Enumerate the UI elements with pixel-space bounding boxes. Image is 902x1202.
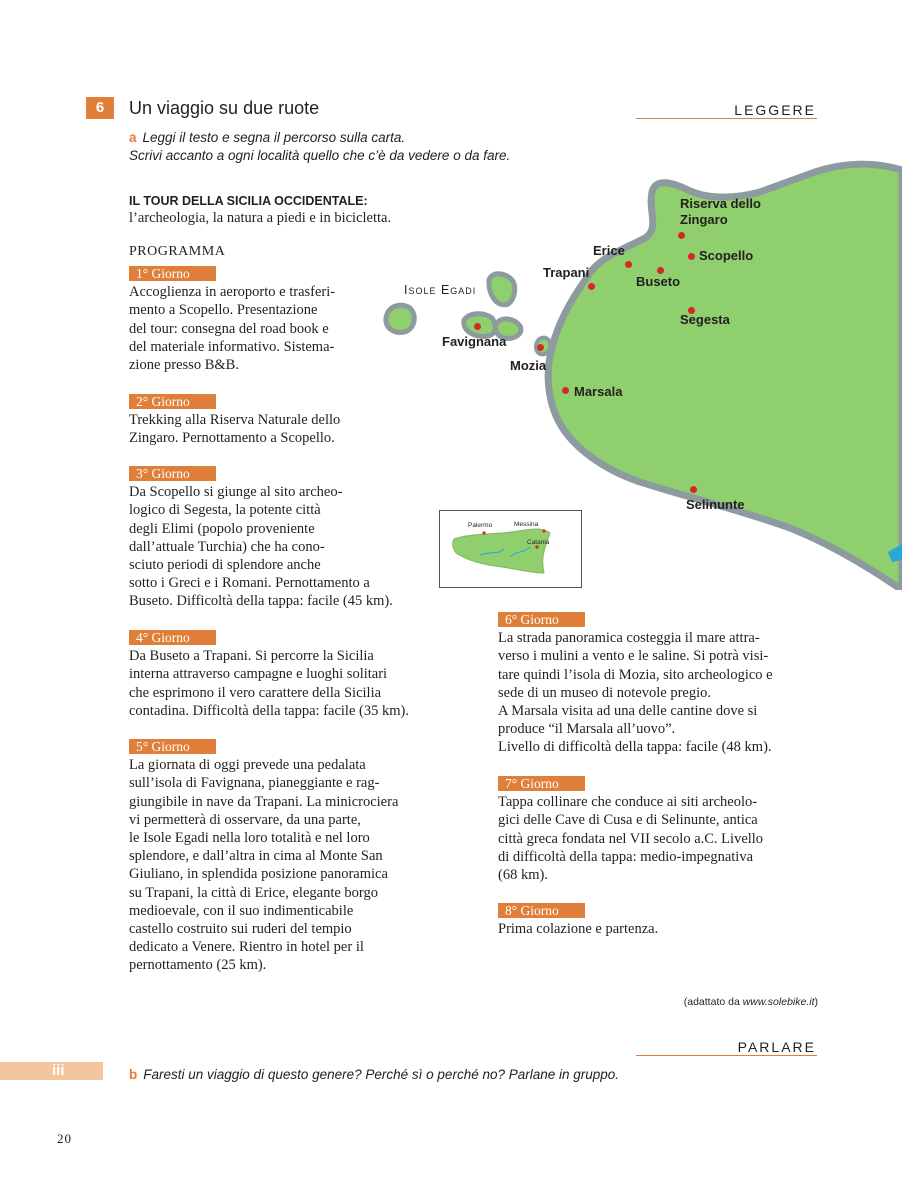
section-label-parlare: PARLARE [737,1039,816,1055]
day-line: logico di Segesta, la potente città [129,502,321,519]
day-line: Accoglienza in aeroporto e trasferi- [129,284,336,301]
day-line: Zingaro. Pernottamento a Scopello. [129,430,335,447]
day-block-3 [129,465,393,611]
day-line: La strada panoramica costeggia il mare attra- [498,630,760,647]
day-block-1 [129,265,335,374]
map-label-riserva: Riserva dello [680,196,761,211]
map-label-erice: Erice [593,243,625,258]
inset-label-catania: Catania [527,539,550,546]
tour-title: IL TOUR DELLA SICILIA OCCIDENTALE: [129,194,368,208]
day-line: su Trapani, la città di Erice, elegante borgo [129,884,378,901]
day-line: del tour: consegna del road book e [129,320,329,337]
map-label-isole-egadi: Isole Egadi [404,283,477,297]
day-block-2 [129,393,340,448]
map-label-buseto: Buseto [636,274,681,289]
day-line: che esprimono il vero carattere della Sicilia [129,684,382,701]
exercise-number: 6 [86,97,114,119]
instruction-letter: b [129,1067,138,1082]
day-line: interna attraverso campagne e luoghi solitari [129,666,388,683]
day-label: 3° Giorno [129,466,216,481]
day-line: sotto i Greci e i Romani. Pernottamento a [129,575,370,592]
day-line: zione presso B&B. [129,357,239,374]
sicily-land [548,164,902,590]
day-line: Buseto. Difficoltà della tappa: facile (45 km). [129,593,393,610]
map-label-favignana: Favignana [442,334,507,349]
map-label-selinunte: Selinunte [686,497,745,512]
credit-prefix: (adattato da [683,996,743,1008]
day-line: sede di un museo di notevole pregio. [498,684,712,701]
day-line: Da Scopello si giunge al sito archeo- [129,484,343,501]
day-line: verso i mulini a vento e le saline. Si potrà visi- [498,648,769,665]
inset-label-palermo: Palermo [468,522,493,529]
exercise-title: Un viaggio su due ruote [129,98,320,118]
map-dot-riserva [678,232,685,239]
day-block-7 [498,775,763,884]
day-line: Da Buseto a Trapani. Si percorre la Sicilia [129,648,374,665]
tour-subtitle: l’archeologia, la natura a piedi e in bicicletta. [129,210,392,226]
map-dot-mozia [537,344,544,351]
map-label-zingaro: Zingaro [680,212,728,227]
day-line: del materiale informativo. Sistema- [129,338,335,355]
map-label-segesta: Segesta [680,312,730,327]
day-label: 2° Giorno [129,394,216,409]
day-label: 4° Giorno [129,630,216,645]
day-label: 1° Giorno [129,266,216,281]
map-dot-trapani [588,283,595,290]
instruction-b [129,1066,619,1084]
day-block-8 [498,902,658,938]
island-levanzo [489,274,515,305]
day-block-6 [498,611,773,757]
day-line: vi permetterà di osservare, da una parte, [129,811,361,828]
map-dot-selinunte [690,486,697,493]
day-line: di difficoltà della tappa: medio-impegnativa [498,848,754,865]
map-label-trapani: Trapani [543,265,590,280]
day-line: medioevale, con il suo indimenticabile [129,902,354,919]
map-dot-buseto [657,267,664,274]
day-line: splendore, e dall’altra in cima al Monte San [129,848,383,865]
instruction-line: Leggi il testo e segna il percorso sulla carta. [142,130,406,145]
section-divider [636,118,817,119]
day-block-4 [129,629,409,720]
day-line: produce “il Marsala all’uovo”. [498,721,676,738]
island-marettimo [386,305,414,332]
day-label: 8° Giorno [498,903,585,918]
day-line: (68 km). [498,867,548,884]
day-label: 5° Giorno [129,739,216,754]
source-credit [684,996,818,1008]
day-line: Trekking alla Riserva Naturale dello [129,412,341,429]
day-block-5 [129,738,398,975]
day-line: Livello di difficoltà della tappa: facile (48 km). [498,739,772,756]
page-number: 20 [57,1131,72,1146]
instruction-text: Faresti un viaggio di questo genere? Perché sì o perché no? Parlane in gruppo. [143,1067,620,1082]
programma-heading: PROGRAMMA [129,244,226,259]
day-line: le Isole Egadi nella loro totalità e nel loro [129,830,370,847]
instruction-line: Scrivi accanto a ogni località quello che c’è da vedere o da fare. [129,148,511,163]
day-line: dall’attuale Turchia) che ha cono- [129,538,325,555]
instruction-letter: a [129,130,137,145]
day-line: giungibile in nave da Trapani. La minicrociera [129,793,399,810]
section-label-leggere: LEGGERE [734,102,816,118]
day-line: gici delle Cave di Cusa e di Selinunte, antica [498,812,758,829]
section-divider [636,1055,817,1056]
credit-source: www.solebike.it [742,996,815,1008]
day-line: dedicato a Venere. Rientro in hotel per il [129,939,364,956]
inset-sicily [440,511,581,587]
day-line: Tappa collinare che conduce ai siti archeolo- [498,794,758,811]
day-line: A Marsala visita ad una delle cantine dove si [498,703,758,720]
day-label: 6° Giorno [498,612,585,627]
day-label: 7° Giorno [498,776,585,791]
map-dot-favignana [474,323,481,330]
day-line: La giornata di oggi prevede una pedalata [129,757,366,774]
inset-map [439,510,582,588]
map-dot-marsala [562,387,569,394]
map-label-marsala: Marsala [574,384,623,399]
day-line: Giuliano, in splendida posizione panoramica [129,866,388,883]
credit-suffix: ) [814,996,818,1008]
map-label-scopello: Scopello [699,248,754,263]
day-line: contadina. Difficoltà della tappa: facile (35 km). [129,702,409,719]
day-line: degli Elimi (popolo proveniente [129,520,315,537]
day-line: Prima colazione e partenza. [498,921,659,938]
group-work-icon: iii [52,1062,65,1079]
day-line: tare quindi l’isola di Mozia, sito archeologico e [498,666,773,683]
day-line: sciuto periodi di splendore anche [129,557,321,574]
map-label-mozia: Mozia [510,358,547,373]
day-line: sull’isola di Favignana, pianeggiante e rag- [129,775,380,792]
day-line: città greca fondata nel VII secolo a.C. Livello [498,830,764,847]
inset-label-messina: Messina [514,521,539,528]
day-line: castello costruito sui ruderi del tempio [129,921,352,938]
map-dot-erice [625,261,632,268]
day-line: mento a Scopello. Presentazione [129,302,318,319]
map-dot-scopello [688,253,695,260]
day-line: pernottamento (25 km). [129,957,267,974]
